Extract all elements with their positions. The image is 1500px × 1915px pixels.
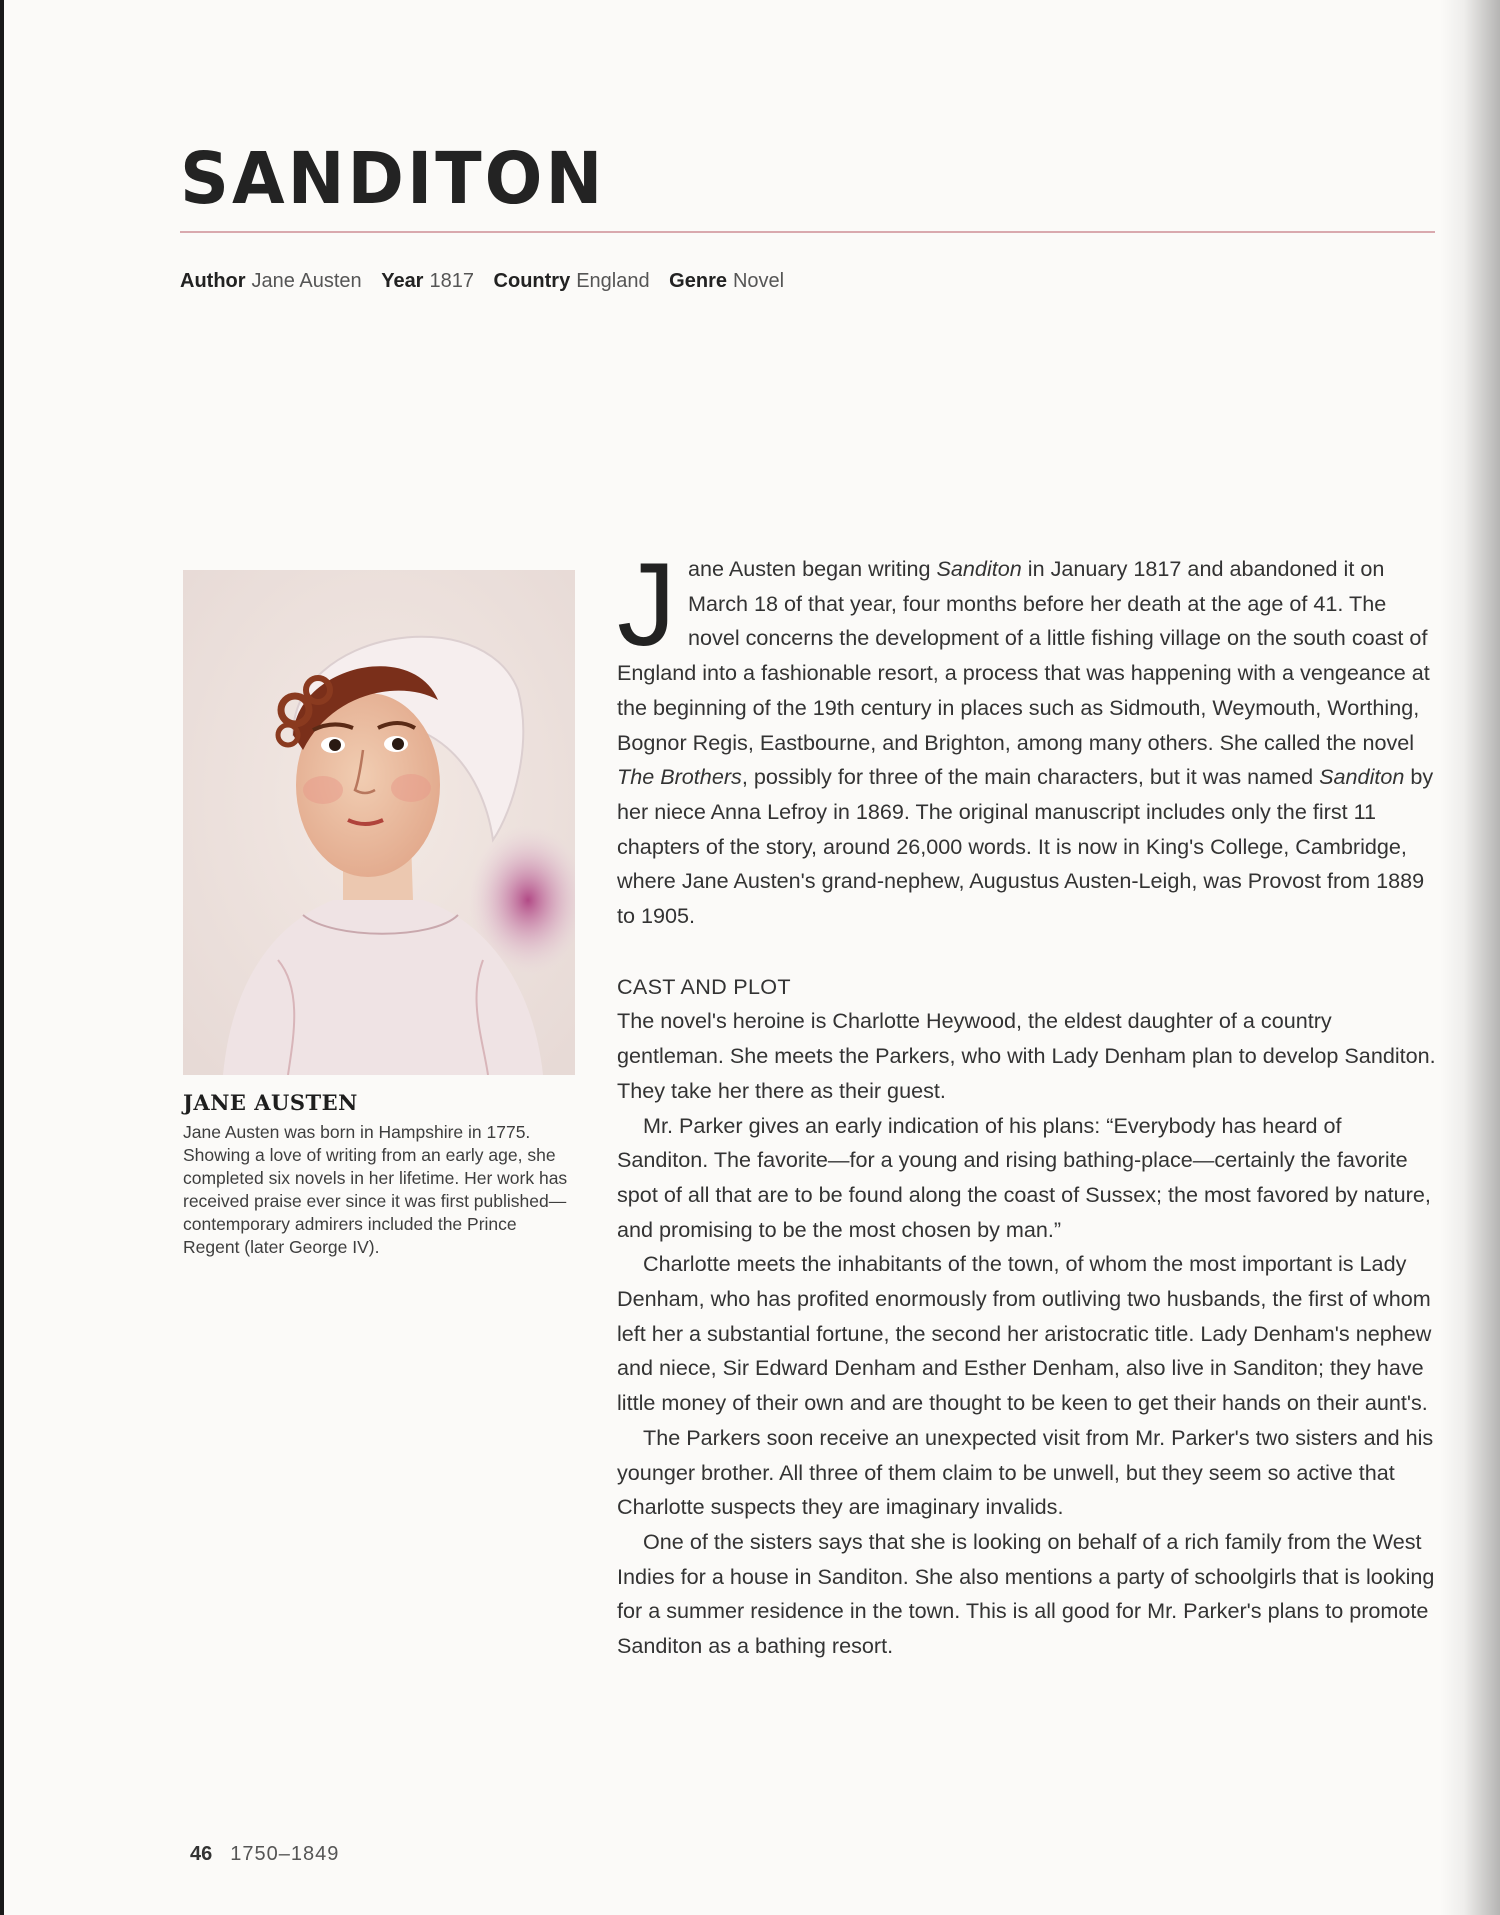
page-binding-edge	[0, 0, 4, 1915]
intro-emphasis-2: The Brothers	[617, 764, 742, 790]
drop-cap: J	[617, 539, 676, 671]
intro-text-2: in January 1817 and abandoned it on March 18 of that year, four months before her death at the age of 41. The novel concerns the development of a little fishing village on the south coast of England into a fashionable resort, a process that was happening with a vengeance at the beginning of the 19th century in places such as Sidmouth, Weymouth, Worthing, Bognor Regis, Eastbourne, and Brighton, among many others. She called the novel	[617, 556, 1430, 755]
portrait-caption	[183, 1090, 575, 1259]
country-label: Country	[493, 270, 571, 292]
intro-text-1: ane Austen began writing	[688, 556, 937, 581]
footer-era: 1750–1849	[230, 1843, 340, 1865]
body-paragraph: The novel's heroine is Charlotte Heywood, the eldest daughter of a country gentleman. She meets the Parkers, who with Lady Denham plan to develop Sanditon. They take her there as their guest.	[617, 1008, 1436, 1103]
genre-label: Genre	[669, 270, 727, 292]
body-paragraph: The Parkers soon receive an unexpected visit from Mr. Parker's two sisters and his younger brother. All three of them claim to be unwell, but they seem so active that Charlotte suspects they are imaginary invalids.	[617, 1424, 1434, 1520]
caption-text: Jane Austen was born in Hampshire in 1775. Showing a love of writing from an early age, she completed six novels in her lifetime. Her work has received praise ever since it was first published—contemporary admirers included the Prince Regent (later George IV).	[183, 1122, 568, 1257]
intro-text-3: , possibly for three of the main characters, but it was named	[741, 764, 1320, 790]
jane-austen-portrait	[183, 570, 575, 1075]
page-footer	[190, 1843, 339, 1866]
page-number: 46	[190, 1843, 213, 1865]
intro-emphasis-3: Sanditon	[1319, 764, 1405, 790]
author-label: Author	[180, 270, 246, 292]
year-label: Year	[381, 270, 424, 292]
title-rule	[180, 231, 1435, 233]
genre-value: Novel	[732, 270, 785, 292]
country-value: England	[576, 270, 650, 292]
intro-text-4: by her niece Anna Lefroy in 1869. The original manuscript includes only the first 11 chapters of the story, around 26,000 words. It is now in King's College, Cambridge, where Jane Austen's grand-nephew, Augustus Austen-Leigh, was Provost from 1889 to 1905.	[617, 764, 1434, 929]
body-paragraph: Charlotte meets the inhabitants of the town, of whom the most important is Lady Denham, who has profited enormously from outliving two husbands, the first of whom left her a substantial fortune, the second her aristocratic title. Lady Denham's nephew and niece, Sir Edward Denham and Esther Denham, also live in Sanditon; they have little money of their own and are thought to be keen to get their hands on their aunt's.	[617, 1251, 1432, 1416]
caption-title: JANE AUSTEN	[183, 1090, 358, 1115]
intro-emphasis-1: Sanditon	[936, 556, 1022, 581]
intro-paragraph	[617, 539, 1437, 934]
page-gutter-shadow	[1440, 0, 1500, 1915]
body-paragraph: Mr. Parker gives an early indication of his plans: “Everybody has heard of Sanditon. The favorite—for a young and rising bathing-place—certainly the favorite spot of all that are to be found along the coast of Sussex; the most favored by nature, and promising to be the most chosen by man.”	[617, 1112, 1431, 1242]
year-value: 1817	[429, 270, 474, 292]
article-body	[617, 539, 1437, 1664]
author-value: Jane Austen	[251, 270, 362, 292]
body-paragraph: One of the sisters says that she is looking on behalf of a rich family from the West Indies for a house in Sanditon. She also mentions a party of schoolgirls that is looking for a summer residence in the town. This is all good for Mr. Parker's plans to promote Sanditon as a bathing resort.	[617, 1528, 1435, 1659]
page-title: SANDITON	[180, 138, 606, 221]
book-meta	[180, 270, 798, 293]
section-heading: CAST AND PLOT	[617, 973, 791, 999]
